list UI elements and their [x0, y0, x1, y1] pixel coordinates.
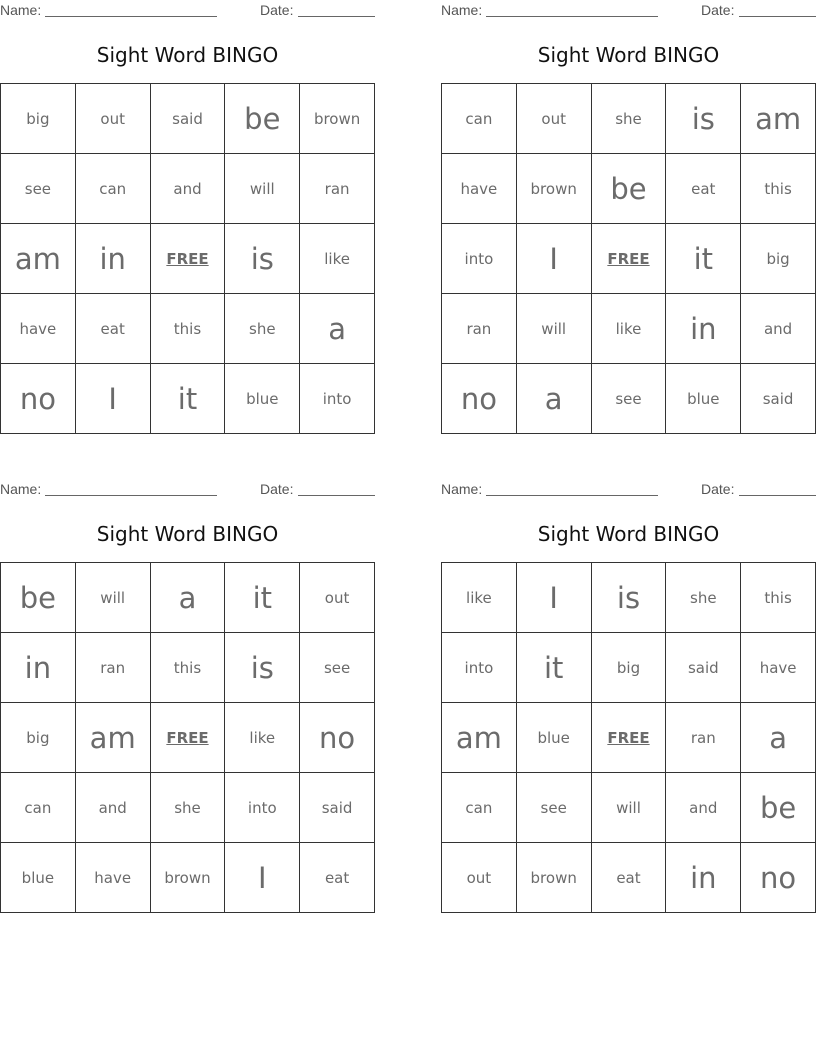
word-cell: like: [592, 294, 667, 364]
word-cell: a: [741, 703, 816, 773]
card-title: Sight Word BINGO: [96, 43, 279, 67]
word-cell: is: [666, 84, 741, 154]
word-cell: into: [225, 773, 300, 843]
bingo-card-1: [0, 0, 375, 435]
word-cell: and: [741, 294, 816, 364]
word-cell: like: [442, 563, 517, 633]
word-cell: she: [666, 563, 741, 633]
word-cell: and: [666, 773, 741, 843]
word-cell: brown: [151, 843, 226, 913]
name-blank-line: [486, 495, 658, 496]
word-cell: no: [300, 703, 375, 773]
word-cell: blue: [1, 843, 76, 913]
card-title: Sight Word BINGO: [537, 43, 720, 67]
name-date-bar: [441, 2, 816, 20]
word-cell: have: [741, 633, 816, 703]
word-cell: see: [300, 633, 375, 703]
bingo-grid: [441, 83, 816, 434]
word-cell: in: [666, 843, 741, 913]
date-label: Date:: [260, 2, 294, 18]
bingo-card-3: [0, 479, 375, 914]
word-cell: she: [225, 294, 300, 364]
bingo-grid: [441, 562, 816, 913]
word-cell: into: [300, 364, 375, 434]
word-cell: like: [225, 703, 300, 773]
word-cell: out: [517, 84, 592, 154]
date-label: Date:: [701, 2, 735, 18]
word-cell: said: [151, 84, 226, 154]
word-cell: out: [76, 84, 151, 154]
word-cell: is: [592, 563, 667, 633]
word-cell: it: [151, 364, 226, 434]
word-cell: will: [225, 154, 300, 224]
word-cell: big: [741, 224, 816, 294]
word-cell: eat: [76, 294, 151, 364]
word-cell: can: [76, 154, 151, 224]
word-cell: can: [1, 773, 76, 843]
word-cell: like: [300, 224, 375, 294]
name-label: Name:: [441, 2, 483, 18]
word-cell: eat: [666, 154, 741, 224]
word-cell: I: [517, 224, 592, 294]
word-cell: ran: [76, 633, 151, 703]
name-label: Name:: [0, 481, 42, 497]
word-cell: brown: [517, 154, 592, 224]
free-cell: FREE: [592, 703, 667, 773]
word-cell: and: [76, 773, 151, 843]
word-cell: be: [741, 773, 816, 843]
word-cell: be: [1, 563, 76, 633]
word-cell: ran: [300, 154, 375, 224]
word-cell: blue: [517, 703, 592, 773]
word-cell: is: [225, 633, 300, 703]
word-cell: out: [442, 843, 517, 913]
word-cell: I: [225, 843, 300, 913]
word-cell: in: [1, 633, 76, 703]
date-blank-line: [298, 495, 375, 496]
bingo-grid: [0, 562, 375, 913]
word-cell: in: [666, 294, 741, 364]
word-cell: see: [517, 773, 592, 843]
word-cell: this: [151, 633, 226, 703]
word-cell: no: [1, 364, 76, 434]
word-cell: eat: [300, 843, 375, 913]
name-blank-line: [45, 16, 217, 17]
word-cell: have: [76, 843, 151, 913]
name-date-bar: [0, 481, 375, 499]
word-cell: out: [300, 563, 375, 633]
free-cell: FREE: [151, 703, 226, 773]
word-cell: can: [442, 773, 517, 843]
word-cell: big: [1, 84, 76, 154]
word-cell: am: [741, 84, 816, 154]
word-cell: said: [741, 364, 816, 434]
word-cell: can: [442, 84, 517, 154]
card-title: Sight Word BINGO: [537, 522, 720, 546]
date-blank-line: [739, 495, 816, 496]
word-cell: said: [666, 633, 741, 703]
word-cell: ran: [442, 294, 517, 364]
bingo-card-2: [441, 0, 816, 435]
word-cell: be: [592, 154, 667, 224]
word-cell: I: [76, 364, 151, 434]
word-cell: it: [666, 224, 741, 294]
bingo-card-4: [441, 479, 816, 914]
word-cell: it: [225, 563, 300, 633]
word-cell: a: [151, 563, 226, 633]
date-label: Date:: [701, 481, 735, 497]
word-cell: have: [1, 294, 76, 364]
name-blank-line: [486, 16, 658, 17]
word-cell: this: [741, 563, 816, 633]
word-cell: no: [741, 843, 816, 913]
word-cell: a: [517, 364, 592, 434]
card-title: Sight Word BINGO: [96, 522, 279, 546]
word-cell: will: [592, 773, 667, 843]
date-label: Date:: [260, 481, 294, 497]
date-blank-line: [739, 16, 816, 17]
word-cell: eat: [592, 843, 667, 913]
word-cell: it: [517, 633, 592, 703]
word-cell: blue: [666, 364, 741, 434]
word-cell: is: [225, 224, 300, 294]
word-cell: have: [442, 154, 517, 224]
word-cell: no: [442, 364, 517, 434]
name-date-bar: [0, 2, 375, 20]
word-cell: see: [1, 154, 76, 224]
word-cell: in: [76, 224, 151, 294]
date-blank-line: [298, 16, 375, 17]
word-cell: brown: [517, 843, 592, 913]
name-label: Name:: [441, 481, 483, 497]
word-cell: big: [592, 633, 667, 703]
word-cell: ran: [666, 703, 741, 773]
word-cell: will: [76, 563, 151, 633]
word-cell: into: [442, 633, 517, 703]
word-cell: she: [592, 84, 667, 154]
word-cell: am: [1, 224, 76, 294]
word-cell: I: [517, 563, 592, 633]
name-date-bar: [441, 481, 816, 499]
word-cell: blue: [225, 364, 300, 434]
word-cell: am: [442, 703, 517, 773]
word-cell: and: [151, 154, 226, 224]
word-cell: big: [1, 703, 76, 773]
word-cell: will: [517, 294, 592, 364]
word-cell: this: [151, 294, 226, 364]
word-cell: a: [300, 294, 375, 364]
word-cell: this: [741, 154, 816, 224]
free-cell: FREE: [151, 224, 226, 294]
word-cell: am: [76, 703, 151, 773]
word-cell: brown: [300, 84, 375, 154]
word-cell: she: [151, 773, 226, 843]
word-cell: see: [592, 364, 667, 434]
free-cell: FREE: [592, 224, 667, 294]
name-label: Name:: [0, 2, 42, 18]
word-cell: into: [442, 224, 517, 294]
word-cell: be: [225, 84, 300, 154]
word-cell: said: [300, 773, 375, 843]
bingo-grid: [0, 83, 375, 434]
name-blank-line: [45, 495, 217, 496]
